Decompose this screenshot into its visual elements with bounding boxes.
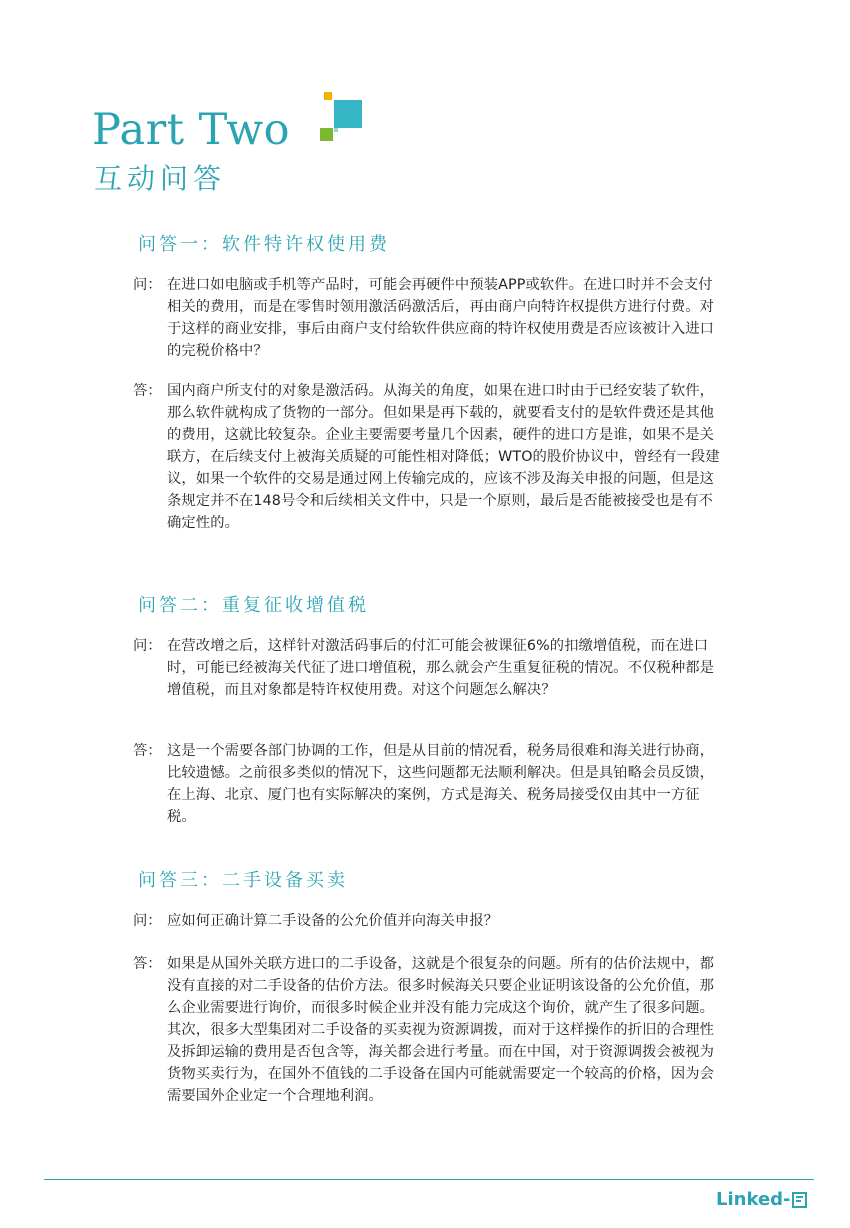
brand-logo xyxy=(716,1188,807,1212)
answer-label: 答： xyxy=(133,383,162,399)
question-label: 问： xyxy=(133,277,162,293)
footer-divider xyxy=(44,1179,814,1180)
question-label: 问： xyxy=(133,638,162,654)
answer-text: 国内商户所支付的对象是激活码。从海关的角度，如果在进口时由于已经安装了软件，那么软件就构成了货物的一部分。但如果是再下载的，就要看支付的是软件费还是其他的费用，这就比较复杂。企业主要需要考量几个因素，硬件的进口方是谁，如果不是关联方，在后续支付上被海关质疑的可能性相对降低；WTO的股价协议中，曾经有一段建议，如果一个软件的交易是通过网上传输完成的，应该不涉及海关申报的问题，但是这条规定并不在148号令和后续相关文件中，只是一个原则，最后是否能被接受也是有不确定性的。 xyxy=(167,383,720,531)
answer-text: 这是一个需要各部门协调的工作，但是从目前的情况看，税务局很难和海关进行协商，比较遗憾。之前很多类似的情况下，这些问题都无法顺利解决。但是具铂略会员反馈，在上海、北京、厦门也有实际解决的案例，方式是海关、税务局接受仅由其中一方征税。 xyxy=(167,743,715,825)
section-heading-1: 问答一：软件特许权使用费 xyxy=(138,234,390,255)
answer-label: 答： xyxy=(133,743,162,759)
question-text: 在进口如电脑或手机等产品时，可能会再硬件中预装APP或软件。在进口时并不会支付相关的费用，而是在零售时领用激活码激活后，再由商户向特许权提供方进行付费。对于这样的商业安排，事后由商户支付给软件供应商的特许权使用费是否应该被计入进口的完税价格中？ xyxy=(167,277,715,359)
answer-block-2 xyxy=(133,740,723,828)
section-heading-2: 问答二：重复征收增值税 xyxy=(138,595,369,616)
decorative-square-light xyxy=(334,128,338,132)
decorative-square-yellow xyxy=(324,92,332,100)
answer-block-1 xyxy=(133,380,723,534)
section-heading-3: 问答三：二手设备买卖 xyxy=(138,870,348,891)
question-block-3 xyxy=(133,910,723,932)
answer-text: 如果是从国外关联方进口的二手设备，这就是个很复杂的问题。所有的估价法规中，都没有直接的对二手设备的估价方法。很多时候海关只要企业证明该设备的公允价值，那么企业需要进行询价，而很多时候企业并没有能力完成这个询价，就产生了很多问题。其次，很多大型集团对二手设备的买卖视为资源调拨，而对于这样操作的折旧的合理性及拆卸运输的费用是否包含等，海关都会进行考量。而在中国，对于资源调拨会被视为货物买卖行为，在国外不值钱的二手设备在国内可能就需要定一个较高的价格，因为会需要国外企业定一个合理地利润。 xyxy=(167,956,715,1104)
answer-block-3 xyxy=(133,953,723,1107)
question-label: 问： xyxy=(133,913,162,929)
part-title: Part Two xyxy=(92,105,290,155)
question-text: 在营改增之后，这样针对激活码事后的付汇可能会被课征6%的扣缴增值税，而在进口时，可能已经被海关代征了进口增值税，那么就会产生重复征税的情况。不仅税种都是增值税，而且对象都是特许权使用费。对这个问题怎么解决？ xyxy=(167,638,715,698)
part-subtitle: 互动问答 xyxy=(94,162,227,195)
question-block-1 xyxy=(133,274,723,362)
answer-label: 答： xyxy=(133,956,162,972)
logo-text: Linked- xyxy=(716,1189,791,1210)
decorative-square-green xyxy=(320,128,333,141)
decorative-square-teal xyxy=(334,100,362,128)
question-block-2 xyxy=(133,635,723,701)
linked-f-logo-icon xyxy=(792,1192,807,1208)
question-text: 应如何正确计算二手设备的公允价值并向海关申报？ xyxy=(167,913,499,929)
